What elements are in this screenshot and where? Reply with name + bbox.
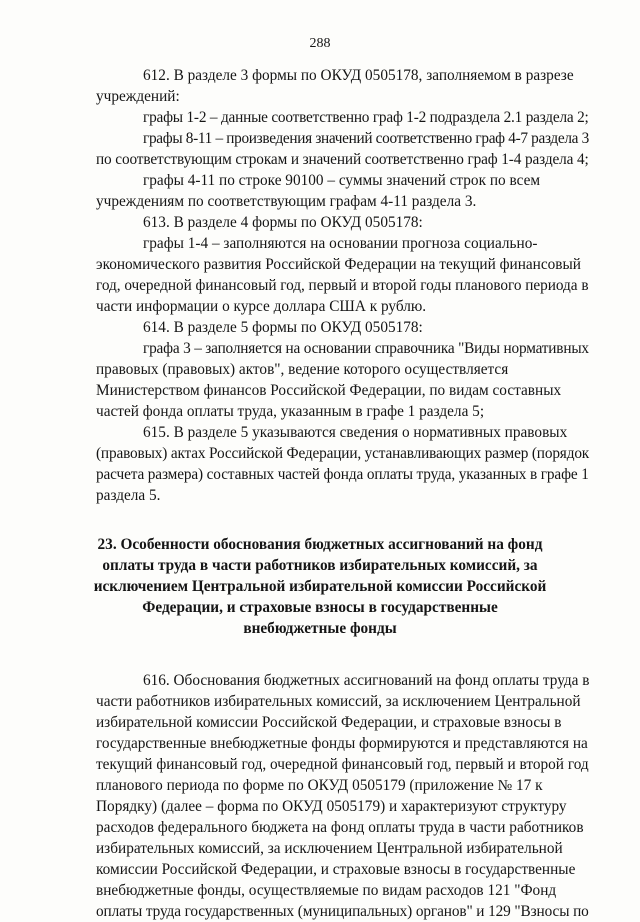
body-line: Порядку) (далее – форма по ОКУД 0505179) и характеризуют структуру	[96, 798, 567, 815]
section-heading-line: 23. Особенности обоснования бюджетных ассигнований на фонд	[97, 536, 543, 553]
body-line: правовых (правовых) актов", ведение которого осуществляется	[96, 361, 509, 378]
section-heading-line: оплаты труда в части работников избирательных комиссий, за	[102, 557, 538, 574]
body-line: учреждениям по соответствующим графам 4-11 раздела 3.	[96, 193, 477, 210]
body-line: избирательных комиссий, за исключением Центральной избирательной	[96, 840, 563, 857]
body-line: части информации о курсе доллара США к рублю.	[96, 298, 427, 315]
body-line: расчета размера) составных частей фонда оплаты труда, указанных в графе 1	[96, 466, 589, 483]
body-line: Министерством финансов Российской Федерации, по видам составных	[96, 382, 562, 399]
body-line: графы 8-11 – произведения значений соответственно граф 4-7 раздела 3	[143, 130, 589, 147]
body-line: (правовых) актах Российской Федерации, устанавливающих размер (порядок	[96, 445, 590, 462]
section-heading-line: исключением Центральной избирательной комиссии Российской	[93, 578, 547, 595]
body-line: 612. В разделе 3 формы по ОКУД 0505178, заполняемом в разрезе	[143, 67, 574, 84]
body-line: графы 1-2 – данные соответственно граф 1-2 подраздела 2.1 раздела 2;	[143, 109, 589, 126]
body-line: частей фонда оплаты труда, указанным в графе 1 раздела 5;	[96, 403, 485, 420]
body-line: оплаты труда государственных (муниципальных) органов" и 129 "Взносы по	[96, 903, 589, 920]
body-line: 614. В разделе 5 формы по ОКУД 0505178:	[143, 319, 423, 336]
section-heading-line: внебюджетные фонды	[243, 620, 397, 637]
body-line: 613. В разделе 4 формы по ОКУД 0505178:	[143, 214, 423, 231]
body-line: части работников избирательных комиссий, за исключением Центральной	[96, 693, 581, 710]
body-line: внебюджетные фонды, осуществляемые по видам расходов 121 "Фонд	[96, 882, 557, 899]
body-line: комиссии Российской Федерации, и страховые взносы в государственные	[96, 861, 576, 878]
body-line: год, очередной финансовый год, первый и второй годы планового периода в	[96, 277, 589, 294]
body-line: планового периода по форме по ОКУД 0505179 (приложение № 17 к	[96, 777, 543, 794]
section-heading-line: Федерации, и страховые взносы в государственные	[142, 599, 498, 616]
body-line: графы 4-11 по строке 90100 – суммы значений строк по всем	[143, 172, 541, 189]
page-number: 288	[309, 36, 331, 51]
body-line: экономического развития Российской Федерации на текущий финансовый	[96, 256, 581, 273]
body-line: 616. Обоснования бюджетных ассигнований на фонд оплаты труда в	[143, 672, 590, 689]
body-line: учреждений:	[96, 88, 180, 105]
body-line: графы 1-4 – заполняются на основании прогноза социально-	[143, 235, 538, 252]
body-line: текущий финансовый год, очередной финансовый год, первый и второй год	[96, 756, 589, 773]
body-line: раздела 5.	[96, 487, 161, 504]
body-line: государственные внебюджетные фонды формируются и представляются на	[96, 735, 588, 752]
body-line: избирательной комиссии Российской Федерации, и страховые взносы в	[96, 714, 562, 731]
body-line: 615. В разделе 5 указываются сведения о нормативных правовых	[143, 424, 568, 441]
body-line: графа 3 – заполняется на основании справочника "Виды нормативных	[143, 340, 589, 357]
body-line: по соответствующим строкам и значений соответственно граф 1-4 раздела 4;	[96, 151, 589, 168]
body-line: расходов федерального бюджета на фонд оплаты труда в части работников	[96, 819, 584, 836]
